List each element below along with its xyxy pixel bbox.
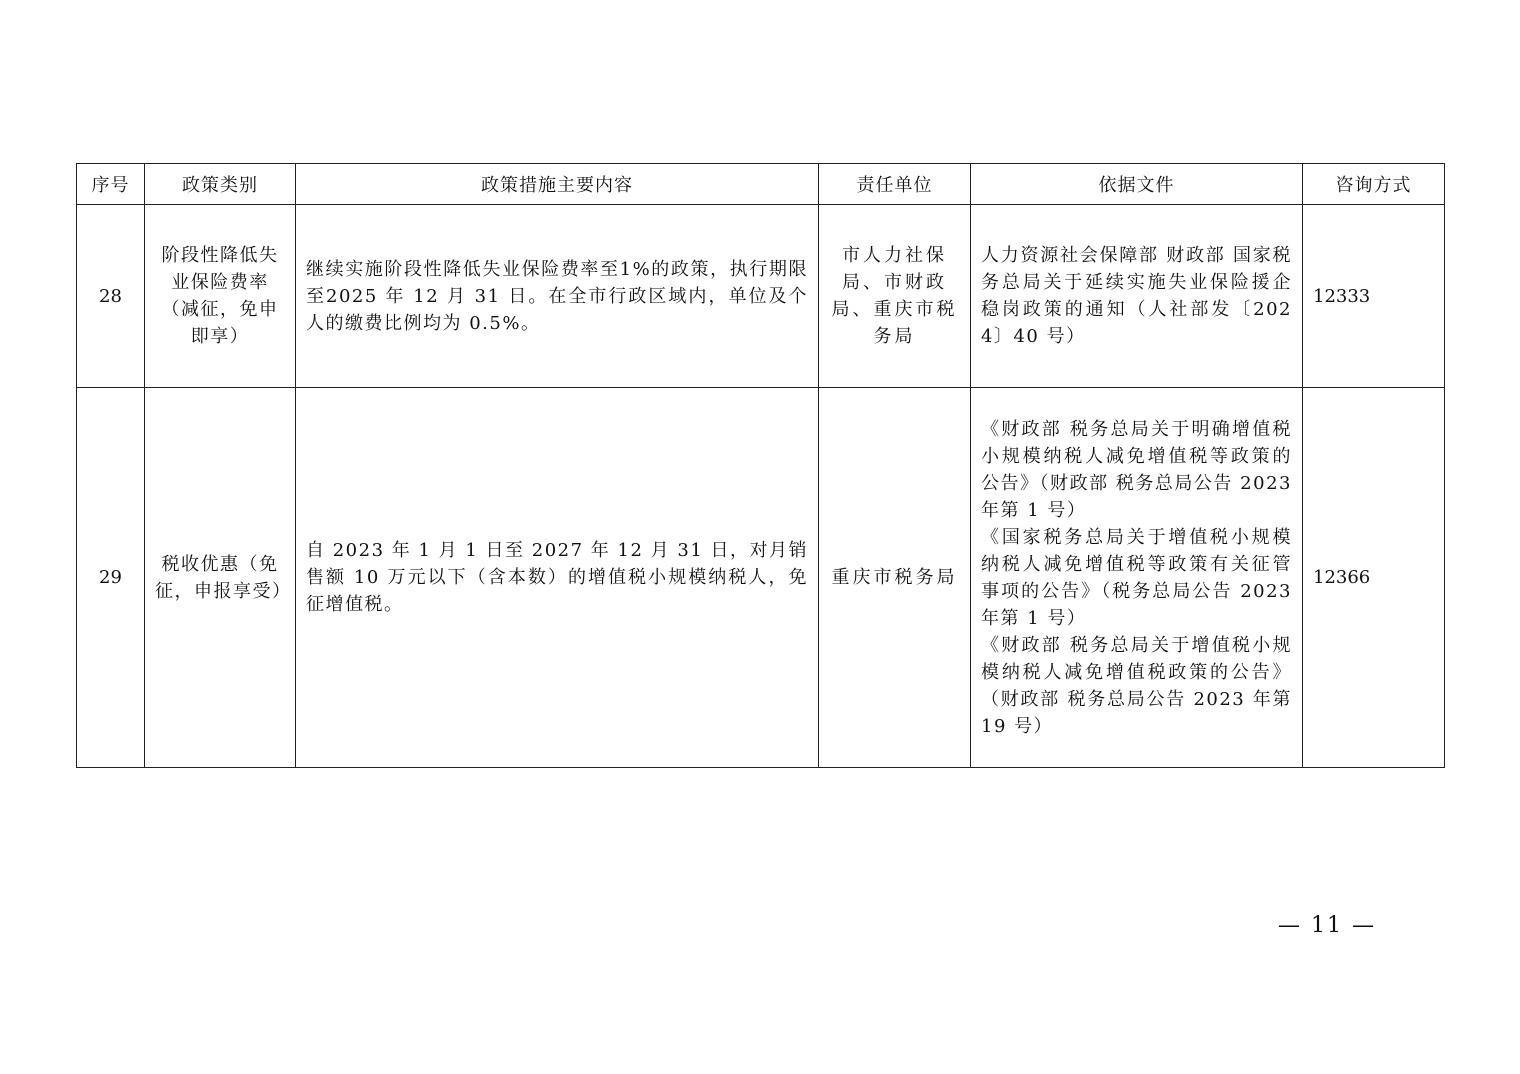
policy-table xyxy=(76,163,1445,768)
table-row xyxy=(77,388,1445,768)
row-contact: 12333 xyxy=(1303,205,1445,388)
row-unit: 重庆市税务局 xyxy=(819,388,971,768)
row-content: 自 2023 年 1 月 1 日至 2027 年 12 月 31 日，对月销售额 10 万元以下（含本数）的增值税小规模纳税人，免征增值税。 xyxy=(296,388,819,768)
header-content: 政策措施主要内容 xyxy=(296,164,819,205)
row-basis xyxy=(971,205,1303,388)
row-basis xyxy=(971,388,1303,768)
header-basis: 依据文件 xyxy=(971,164,1303,205)
header-contact: 咨询方式 xyxy=(1303,164,1445,205)
basis-document: 《财政部 税务总局关于增值税小规模纳税人减免增值税政策的公告》（财政部 税务总局公告 2023 年第 19 号） xyxy=(981,634,1292,737)
row-unit: 市人力社保局、市财政局、重庆市税务局 xyxy=(819,205,971,388)
row-seq: 28 xyxy=(77,205,145,388)
row-category: 税收优惠（免征，申报享受） xyxy=(145,388,296,768)
page-number: — 11 — xyxy=(1278,913,1376,938)
row-contact: 12366 xyxy=(1303,388,1445,768)
basis-document: 《财政部 税务总局关于明确增值税小规模纳税人减免增值税等政策的公告》（财政部 税务总局公告 2023 年第 1 号） xyxy=(981,418,1292,521)
row-category: 阶段性降低失业保险费率（减征，免申即享） xyxy=(145,205,296,388)
header-seq: 序号 xyxy=(77,164,145,205)
header-unit: 责任单位 xyxy=(819,164,971,205)
header-category: 政策类别 xyxy=(145,164,296,205)
basis-document: 《国家税务总局关于增值税小规模纳税人减免增值税等政策有关征管事项的公告》（税务总局公告 2023 年第 1 号） xyxy=(981,526,1292,629)
basis-document: 人力资源社会保障部 财政部 国家税务总局关于延续实施失业保险援企稳岗政策的通知（人社部发〔2024〕40 号） xyxy=(981,245,1292,347)
table-header xyxy=(77,164,1445,205)
table-row xyxy=(77,205,1445,388)
row-seq: 29 xyxy=(77,388,145,768)
row-content: 继续实施阶段性降低失业保险费率至1%的政策，执行期限至2025 年 12 月 31 日。在全市行政区域内，单位及个人的缴费比例均为 0.5%。 xyxy=(296,205,819,388)
header-row xyxy=(77,164,1445,205)
